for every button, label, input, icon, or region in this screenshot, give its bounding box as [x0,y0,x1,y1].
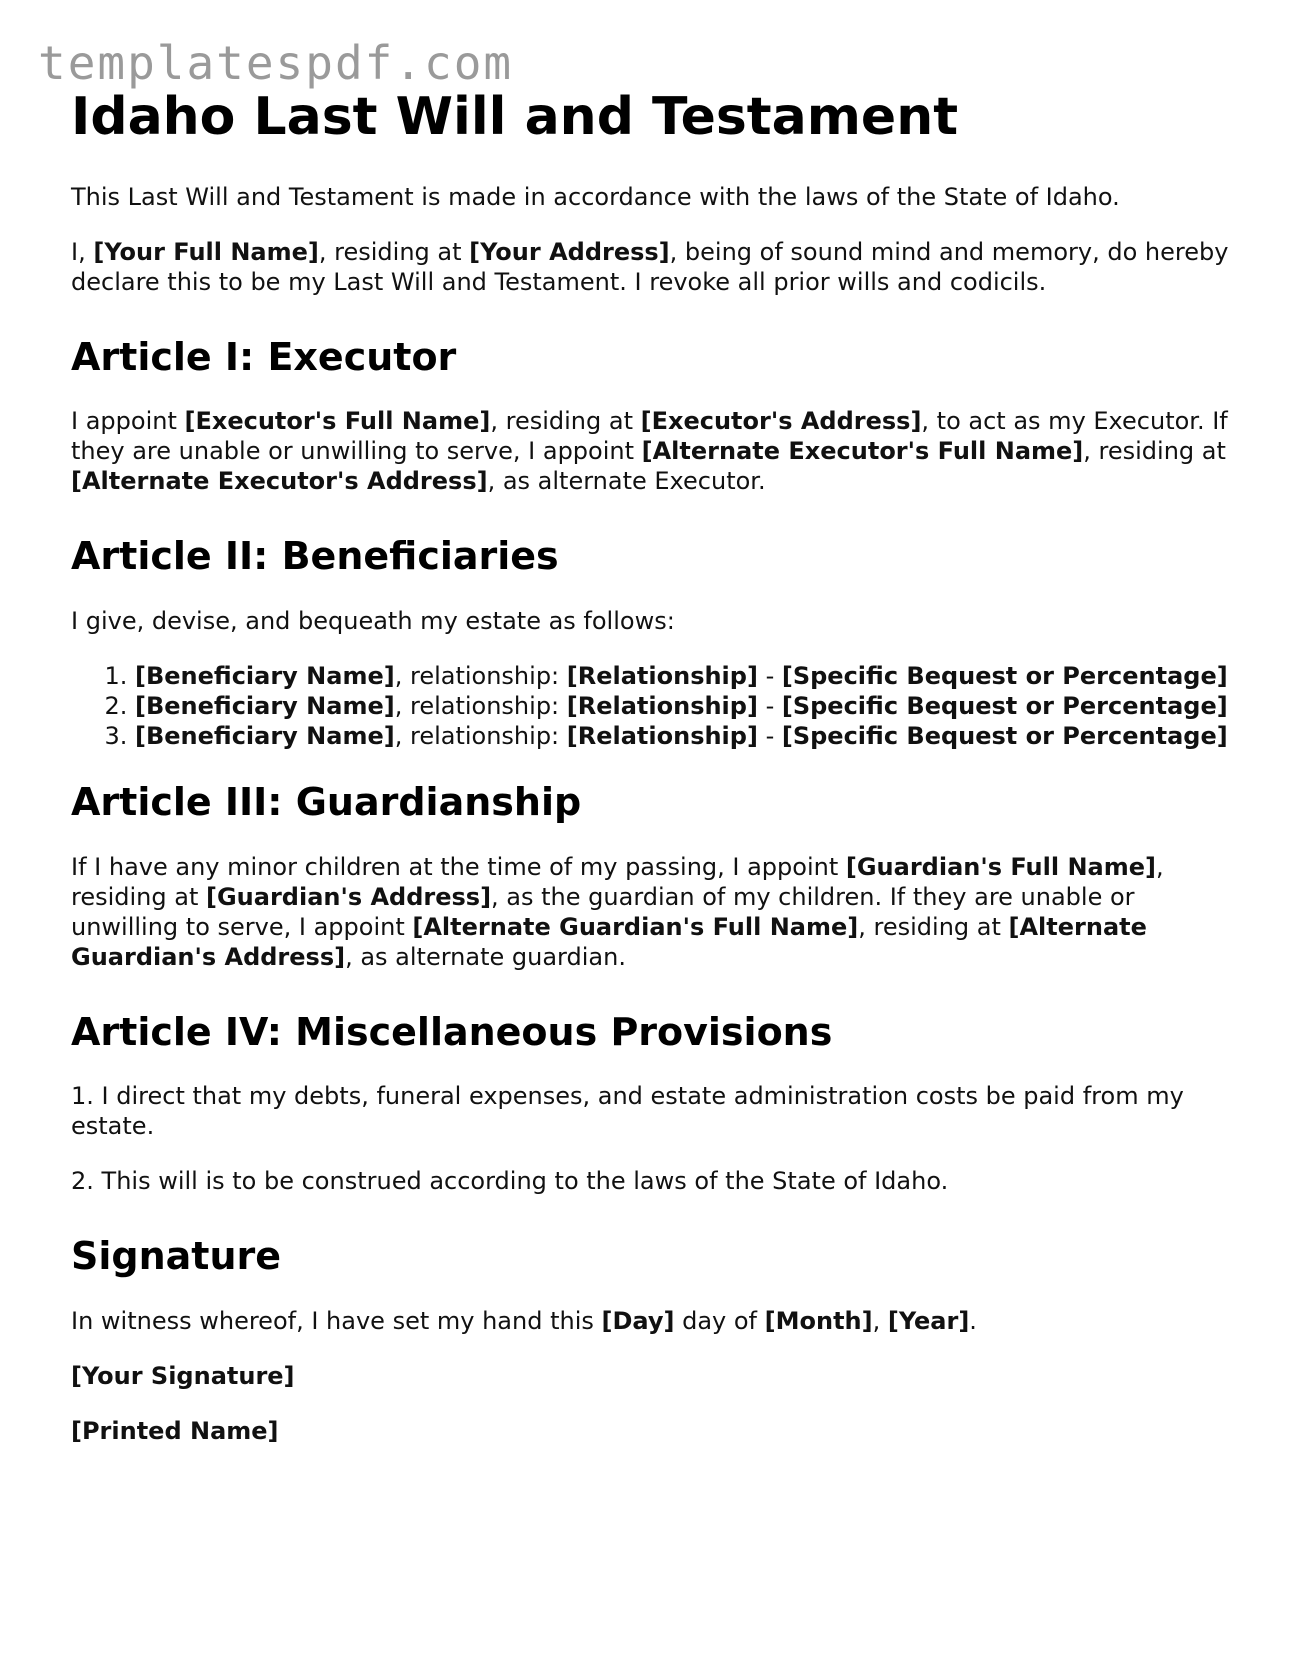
beneficiaries-intro: I give, devise, and bequeath my estate as follows: [71,606,675,635]
alternate-executor-address-field: [Alternate Executor's Address] [71,467,488,496]
document-title: Idaho Last Will and Testament [71,87,959,147]
day-field: [Day] [601,1306,675,1335]
bequest-field: [Specific Bequest or Percentage] [781,721,1228,750]
executor-name-field: [Executor's Full Name] [184,407,491,436]
executor-address-field: [Executor's Address] [640,407,922,436]
article-2-heading: Article II: Beneficiaries [71,534,559,579]
relationship-field: [Relationship] [566,661,758,690]
your-name-field: [Your Full Name] [93,237,319,266]
bequest-field: [Specific Bequest or Percentage] [781,691,1228,720]
list-item: 1. [Beneficiary Name], relationship: [Relationship] - [Specific Bequest or Percentage] [135,661,1231,691]
declaration-paragraph: I, [Your Full Name], residing at [Your Address], being of sound mind and memory, do hereby declare this to be my Last Will and Testament. I revoke all prior wills and codicils. [71,237,1229,296]
alternate-guardian-name-field: [Alternate Guardian's Full Name] [412,912,859,941]
your-signature-field: [Your Signature] [71,1361,295,1390]
year-field: [Year] [887,1306,970,1335]
beneficiary-name-field: [Beneficiary Name] [135,721,395,750]
article-3-heading: Article III: Guardianship [71,779,582,824]
guardian-address-field: [Guardian's Address] [206,882,492,911]
list-item: 3. [Beneficiary Name], relationship: [Relationship] - [Specific Bequest or Percentage] [135,721,1231,751]
relationship-field: [Relationship] [566,691,758,720]
article-1-heading: Article I: Executor [71,334,457,379]
alternate-guardian-address-field: [Alternate Guardian's Address] [71,912,1147,971]
executor-paragraph: I appoint [Executor's Full Name], residing at [Executor's Address], to act as my Executor. If they are unable or unwilling to serve, I appoint [Alternate Executor's Full Name], residing at [Alternate Executor's Address], as alternate Executor. [71,407,1228,496]
beneficiary-list [71,661,1231,751]
your-address-field: [Your Address] [469,237,670,266]
relationship-field: [Relationship] [566,721,758,750]
document [71,88,1231,1471]
printed-name-field: [Printed Name] [71,1416,279,1445]
signature-heading: Signature [71,1234,282,1279]
provision-1: 1. I direct that my debts, funeral expenses, and estate administration costs be paid from my estate. [71,1082,1184,1141]
alternate-executor-name-field: [Alternate Executor's Full Name] [641,437,1084,466]
provision-2: 2. This will is to be construed according to the laws of the State of Idaho. [71,1167,949,1196]
beneficiary-name-field: [Beneficiary Name] [135,691,395,720]
list-item: 2. [Beneficiary Name], relationship: [Relationship] - [Specific Bequest or Percentage] [135,691,1231,721]
witness-statement: In witness whereof, I have set my hand this [Day] day of [Month], [Year]. [71,1306,977,1335]
beneficiary-name-field: [Beneficiary Name] [135,661,395,690]
bequest-field: [Specific Bequest or Percentage] [781,661,1228,690]
guardianship-paragraph: If I have any minor children at the time of my passing, I appoint [Guardian's Full Name], residing at [Guardian's Address], as the guardian of my children. If they are unable or unwilling to serve, I appoint [Alternate Guardian's Full Name], residing at [Alternate Guardian's Address], as alternate guardian. [71,852,1164,971]
month-field: [Month] [764,1306,873,1335]
guardian-name-field: [Guardian's Full Name] [845,852,1156,881]
intro-statement: This Last Will and Testament is made in accordance with the laws of the State of Idaho. [71,182,1120,211]
article-4-heading: Article IV: Miscellaneous Provisions [71,1009,833,1054]
watermark: templatespdf.com [38,36,514,90]
